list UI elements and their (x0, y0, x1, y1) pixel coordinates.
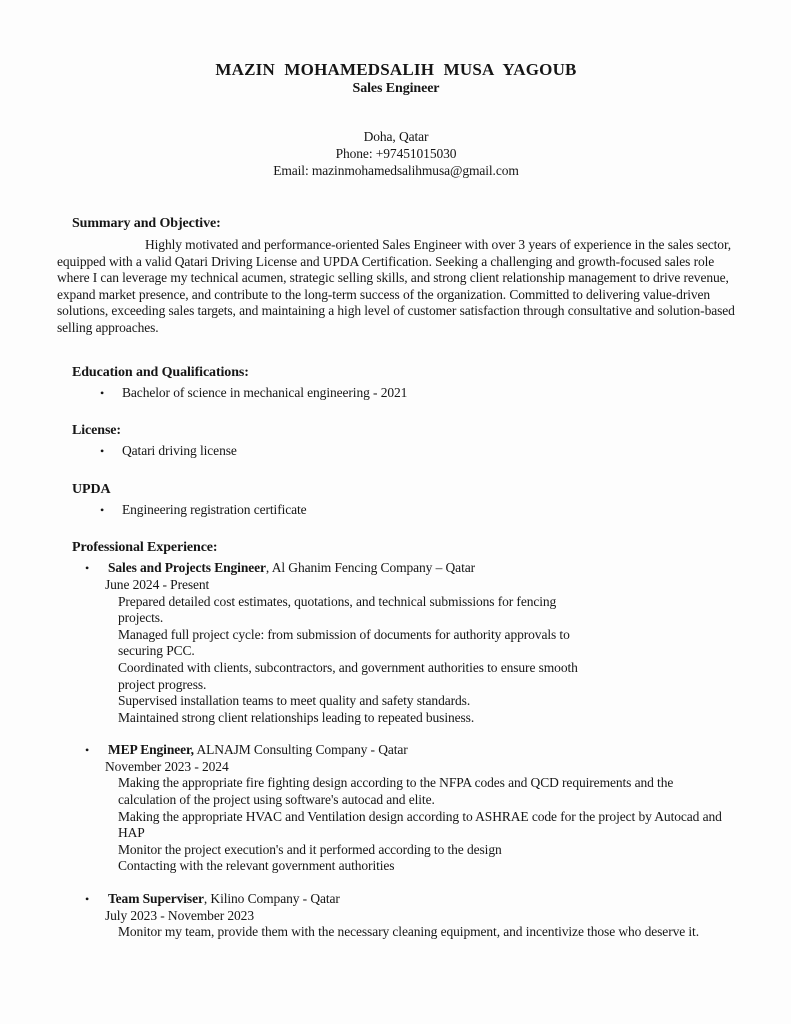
job-title-line (57, 742, 735, 759)
candidate-job-title: Sales Engineer (352, 81, 440, 96)
job-entry (57, 891, 735, 941)
bullet-icon: • (100, 385, 105, 400)
job-title: Team Superviser (108, 891, 204, 907)
upda-item-text: Engineering registration certificate (122, 501, 307, 517)
job-company: , Al Ghanim Fencing Company – Qatar (265, 560, 476, 576)
job-duty: Making the appropriate HVAC and Ventilation design according to ASHRAE code for the project by Autocad and HAP (118, 808, 722, 841)
education-list (57, 385, 735, 402)
job-duty: Managed full project cycle: from submission of documents for authority approvals to securing PCC. (118, 626, 570, 659)
experience-heading: Professional Experience: (72, 540, 218, 556)
job-duty: Prepared detailed cost estimates, quotations, and technical submissions for fencing projects. (118, 593, 557, 626)
contact-phone: Phone: +97451015030 (335, 146, 457, 161)
job-entry (57, 742, 735, 875)
bullet-icon: • (85, 743, 90, 758)
license-list (57, 443, 735, 460)
job-duty: Making the appropriate fire fighting design according to the NFPA codes and QCD requirements and the calculation of the project using software's autocad and elite. (118, 775, 674, 808)
upda-list (57, 502, 735, 519)
job-duty: Monitor the project execution's and it performed according to the design (118, 841, 502, 857)
job-duty: Monitor my team, provide them with the necessary cleaning equipment, and incentivize those who deserve it. (118, 924, 699, 940)
summary-heading: Summary and Objective: (72, 216, 221, 231)
job-dates: November 2023 - 2024 (105, 758, 229, 774)
job-description (118, 594, 600, 727)
job-dates: June 2024 - Present (105, 576, 210, 592)
job-title-text (108, 560, 475, 577)
job-duty: Contacting with the relevant government authorities (118, 858, 395, 874)
job-title-line (57, 891, 735, 908)
job-description (118, 924, 714, 941)
job-duty: Supervised installation teams to meet quality and safety standards. (118, 693, 471, 709)
job-company: ALNAJM Consulting Company - Qatar (196, 742, 408, 758)
contact-block (57, 128, 735, 179)
education-item-text: Bachelor of science in mechanical engineering - 2021 (122, 384, 408, 400)
job-title-line (57, 560, 735, 577)
job-title-text (108, 891, 340, 908)
bullet-icon: • (100, 502, 105, 517)
job-company: , Kilino Company - Qatar (203, 891, 340, 907)
candidate-name: MAZIN MOHAMEDSALIH MUSA YAGOUB (215, 60, 577, 79)
summary-paragraph: Highly motivated and performance-oriented Sales Engineer with over 3 years of experience in the sales sector, equipped with a valid Qatari Driving License and UPDA Certification. Seeking a challenging and growth-focused sales role where I can leverage my technical acumen, strategic selling skills, and strong client relationship management to drive revenue, expand market presence, and contribute to the long-term success of the organization. Committed to delivering value-driven solutions, exceeding sales targets, and maintaining a high level of customer satisfaction through consultative and solution-based selling approaches. (57, 237, 735, 335)
job-dates: July 2023 - November 2023 (105, 907, 254, 923)
job-description (118, 775, 732, 875)
list-item (57, 443, 735, 460)
bullet-icon: • (100, 444, 105, 459)
job-title-text (108, 742, 408, 759)
job-duty: Coordinated with clients, subcontractors, and government authorities to ensure smooth project progress. (118, 659, 578, 692)
bullet-icon: • (85, 561, 90, 576)
list-item (57, 385, 735, 402)
job-title: MEP Engineer, (108, 742, 194, 758)
job-entry (57, 560, 735, 726)
contact-location: Doha, Qatar (363, 129, 429, 144)
job-duty: Maintained strong client relationships leading to repeated business. (118, 709, 475, 725)
job-title: Sales and Projects Engineer (108, 560, 266, 576)
bullet-icon: • (85, 892, 90, 907)
upda-heading: UPDA (72, 481, 111, 497)
list-item (57, 502, 735, 519)
license-item-text: Qatari driving license (122, 443, 237, 459)
contact-email: Email: mazinmohamedsalihmusa@gmail.com (273, 163, 519, 178)
license-heading: License: (72, 423, 121, 439)
education-heading: Education and Qualifications: (72, 364, 249, 380)
